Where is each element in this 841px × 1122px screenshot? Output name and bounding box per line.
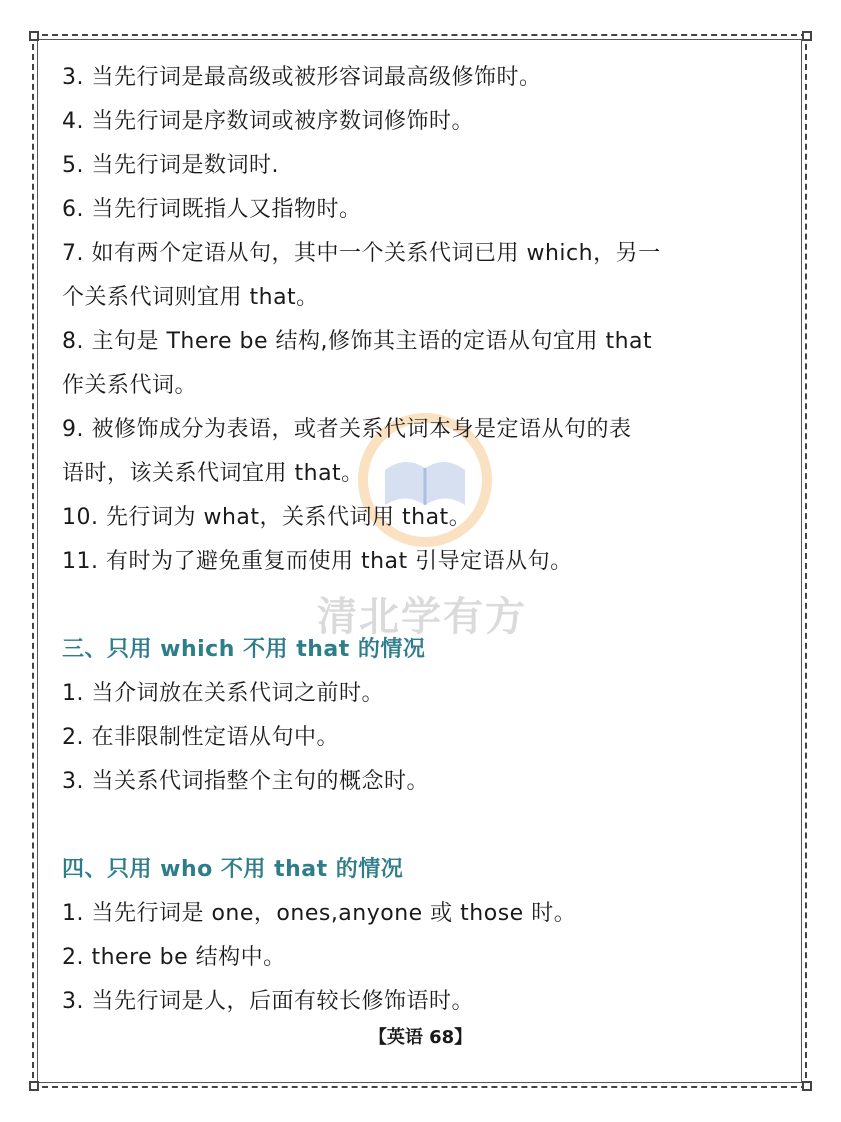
list-item: 3. 当先行词是人，后面有较长修饰语时。 [62,989,474,1014]
list-item: 1. 当介词放在关系代词之前时。 [62,681,384,706]
list-item: 2. 在非限制性定语从句中。 [62,725,339,750]
border-corner [802,1081,812,1091]
section-heading-who: 四、只用 who 不用 that 的情况 [62,857,404,882]
border-corner [802,31,812,41]
document-body [62,56,780,1024]
list-item: 4. 当先行词是序数词或被序数词修饰时。 [62,109,474,134]
list-item: 7. 如有两个定语从句，其中一个关系代词已用 which，另一 [62,241,661,266]
list-item: 11. 有时为了避免重复而使用 that 引导定语从句。 [62,549,573,574]
list-item: 3. 当先行词是最高级或被形容词最高级修饰时。 [62,65,542,90]
list-item: 9. 被修饰成分为表语，或者关系代词本身是定语从句的表 [62,417,632,442]
watermark-text: 清北学有方 [317,594,527,640]
list-item: 8. 主句是 There be 结构,修饰其主语的定语从句宜用 that [62,329,653,354]
list-item-continuation: 个关系代词则宜用 that。 [62,285,319,310]
list-item: 2. there be 结构中。 [62,945,286,970]
list-item: 3. 当关系代词指整个主句的概念时。 [62,769,429,794]
list-item: 5. 当先行词是数词时. [62,153,279,178]
list-item-continuation: 语时，该关系代词宜用 that。 [62,461,364,486]
border-corner [29,31,39,41]
list-item-continuation: 作关系代词。 [62,373,198,398]
list-item: 1. 当先行词是 one，ones,anyone 或 those 时。 [62,901,577,926]
list-item: 10. 先行词为 what，关系代词用 that。 [62,505,472,530]
border-corner [29,1081,39,1091]
list-item: 6. 当先行词既指人又指物时。 [62,197,362,222]
page-footer: 【英语 68】 [368,1027,473,1048]
section-heading-which: 三、只用 which 不用 that 的情况 [62,637,426,662]
